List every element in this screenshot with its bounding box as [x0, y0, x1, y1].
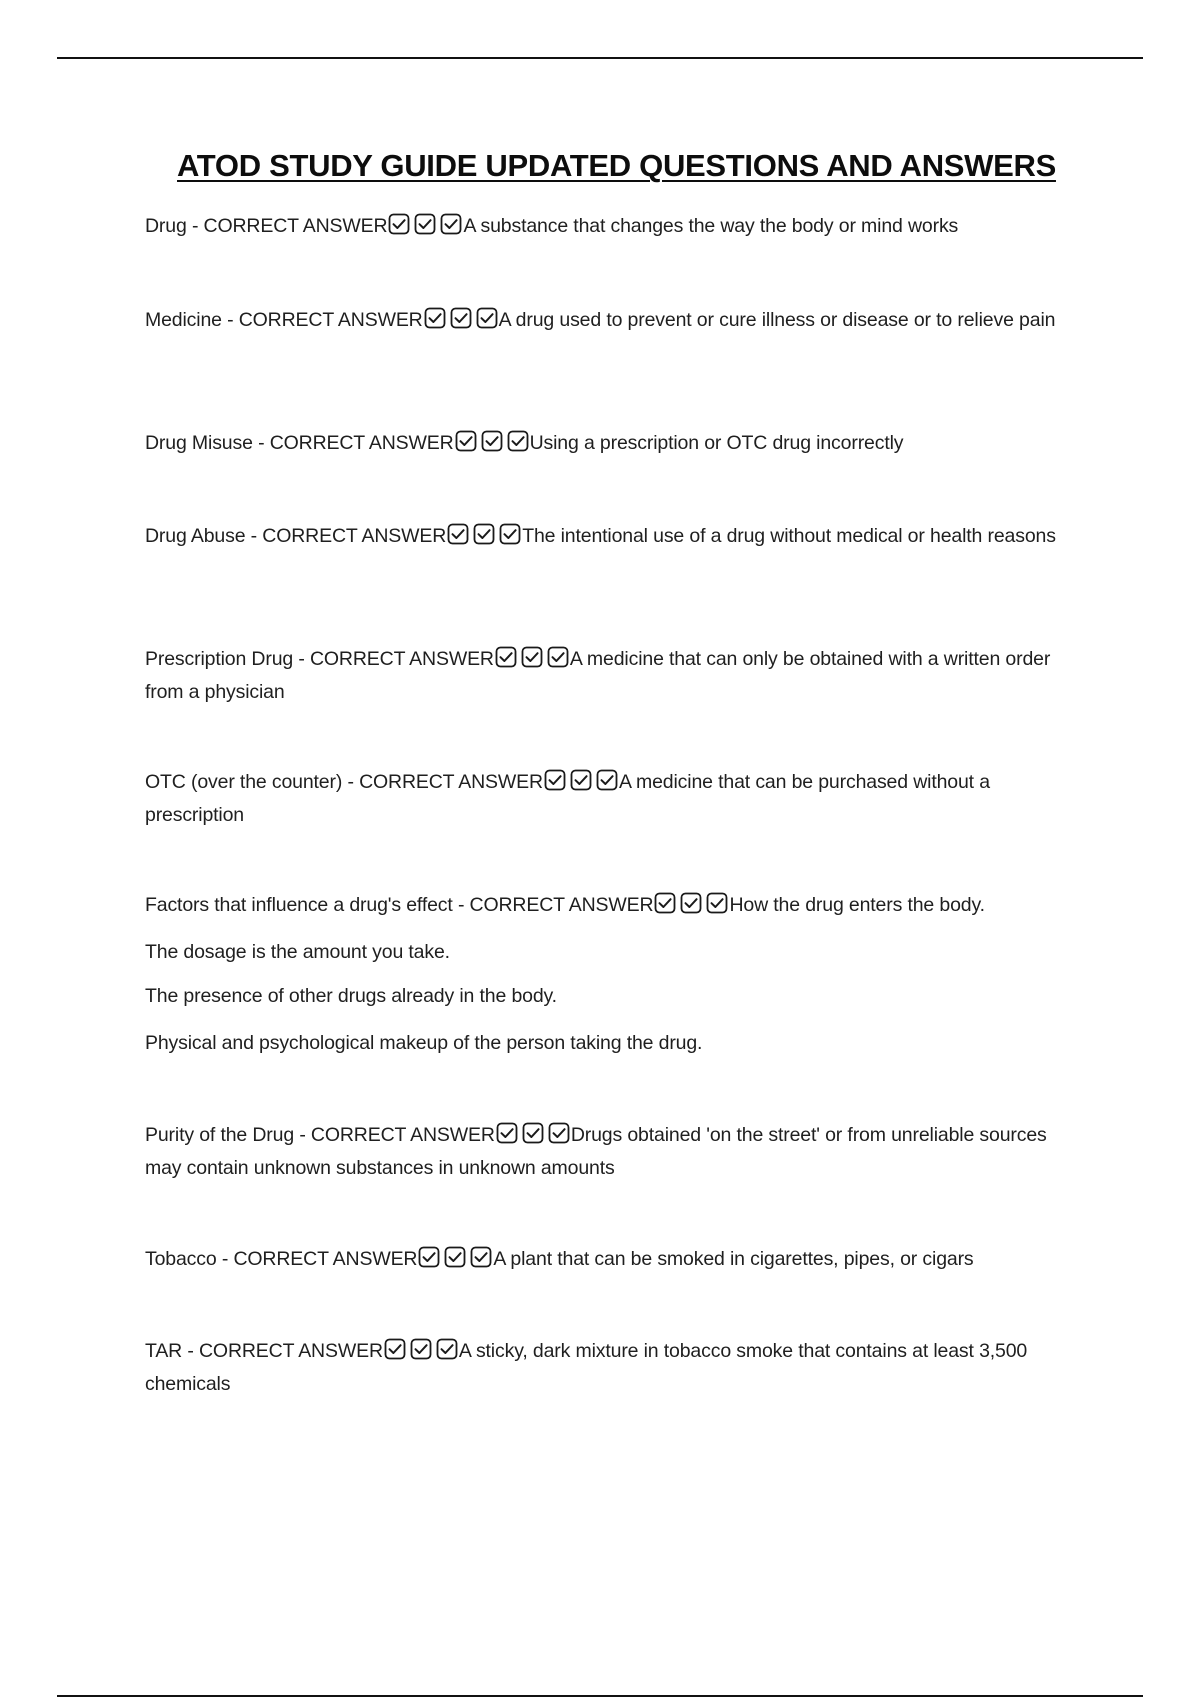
factor-line: The dosage is the amount you take. [145, 941, 450, 963]
entry-term: Factors that influence a drug's effect [145, 894, 453, 916]
check-marks [495, 646, 569, 677]
checkbox-checked-icon [481, 430, 503, 452]
checkbox-checked-icon [507, 430, 529, 452]
qa-entry-tobacco [145, 1244, 1075, 1277]
checkbox-checked-icon [424, 307, 446, 329]
entry-separator: - CORRECT ANSWER [216, 1248, 418, 1270]
check-marks [418, 1246, 492, 1277]
checkbox-checked-icon [436, 1338, 458, 1360]
checkbox-checked-icon [388, 213, 410, 235]
entry-term: Prescription Drug [145, 648, 294, 670]
qa-entry-factors [145, 890, 1075, 923]
entry-separator: - CORRECT ANSWER [342, 771, 543, 793]
factor-line: Physical and psychological makeup of the person taking the drug. [145, 1032, 703, 1054]
entry-term: Purity of the Drug [145, 1124, 295, 1146]
entry-definition: A plant that can be smoked in cigarettes, pipes, or cigars [493, 1248, 974, 1270]
qa-entry-otc [145, 767, 1075, 830]
checkbox-checked-icon [596, 769, 618, 791]
entry-term: TAR [145, 1340, 183, 1362]
checkbox-checked-icon [440, 213, 462, 235]
checkbox-checked-icon [547, 646, 569, 668]
entry-separator: - CORRECT ANSWER [186, 215, 388, 237]
entry-separator: - CORRECT ANSWER [294, 1124, 495, 1146]
checkbox-checked-icon [522, 1122, 544, 1144]
entry-definition: A sticky, dark mixture in tobacco smoke that contains at least 3,500 chemicals [145, 1340, 1028, 1395]
checkbox-checked-icon [384, 1338, 406, 1360]
checkbox-checked-icon [476, 307, 498, 329]
checkbox-checked-icon [654, 892, 676, 914]
entry-separator: - CORRECT ANSWER [182, 1340, 383, 1362]
entry-definition: Using a prescription or OTC drug incorrectly [529, 432, 904, 454]
entry-definition: How the drug enters the body. [729, 894, 985, 916]
checkbox-checked-icon [447, 523, 469, 545]
checkbox-checked-icon [470, 1246, 492, 1268]
entry-separator: - CORRECT ANSWER [293, 648, 494, 670]
checkbox-checked-icon [680, 892, 702, 914]
qa-entry-medicine [145, 305, 1075, 338]
top-rule [57, 57, 1143, 59]
check-marks [654, 892, 728, 923]
qa-entry-drug-misuse [145, 428, 1075, 461]
check-marks [496, 1122, 570, 1153]
entry-term: Drug Abuse [145, 525, 246, 547]
factor-line: The presence of other drugs already in the body. [145, 985, 557, 1007]
bottom-rule [57, 1695, 1143, 1697]
entry-definition: A substance that changes the way the body or mind works [463, 215, 959, 237]
check-marks [544, 769, 618, 800]
entry-term: Medicine [145, 309, 222, 331]
entry-term: OTC (over the counter) [145, 771, 343, 793]
qa-entry-drug [145, 211, 1075, 244]
checkbox-checked-icon [410, 1338, 432, 1360]
checkbox-checked-icon [495, 646, 517, 668]
checkbox-checked-icon [499, 523, 521, 545]
check-marks [455, 430, 529, 461]
entry-separator: - CORRECT ANSWER [252, 432, 454, 454]
checkbox-checked-icon [444, 1246, 466, 1268]
entry-definition: Drugs obtained 'on the street' or from unreliable sources may contain unknown substances in unknown amounts [145, 1124, 1047, 1179]
qa-entry-prescription-drug [145, 644, 1075, 707]
checkbox-checked-icon [418, 1246, 440, 1268]
entry-separator: - CORRECT ANSWER [221, 309, 423, 331]
entry-definition: A medicine that can be purchased without a prescription [145, 771, 990, 826]
entry-separator: - CORRECT ANSWER [245, 525, 447, 547]
check-marks [384, 1338, 458, 1369]
qa-entry-drug-abuse [145, 521, 1075, 554]
checkbox-checked-icon [548, 1122, 570, 1144]
entry-term: Tobacco [145, 1248, 217, 1270]
qa-entry-purity [145, 1120, 1075, 1183]
page-title: ATOD STUDY GUIDE UPDATED QUESTIONS AND ANSWERS [177, 148, 1056, 183]
checkbox-checked-icon [496, 1122, 518, 1144]
check-marks [447, 523, 521, 554]
checkbox-checked-icon [706, 892, 728, 914]
checkbox-checked-icon [455, 430, 477, 452]
checkbox-checked-icon [544, 769, 566, 791]
entry-term: Drug [145, 215, 187, 237]
entry-definition: A medicine that can only be obtained with a written order from a physician [145, 648, 1051, 703]
checkbox-checked-icon [521, 646, 543, 668]
entry-definition: The intentional use of a drug without medical or health reasons [522, 525, 1056, 547]
entry-term: Drug Misuse [145, 432, 253, 454]
check-marks [424, 307, 498, 338]
qa-entry-tar [145, 1336, 1075, 1399]
entry-separator: - CORRECT ANSWER [452, 894, 654, 916]
entry-definition: A drug used to prevent or cure illness or disease or to relieve pain [498, 309, 1056, 331]
check-marks [388, 213, 462, 244]
checkbox-checked-icon [414, 213, 436, 235]
checkbox-checked-icon [473, 523, 495, 545]
checkbox-checked-icon [450, 307, 472, 329]
checkbox-checked-icon [570, 769, 592, 791]
